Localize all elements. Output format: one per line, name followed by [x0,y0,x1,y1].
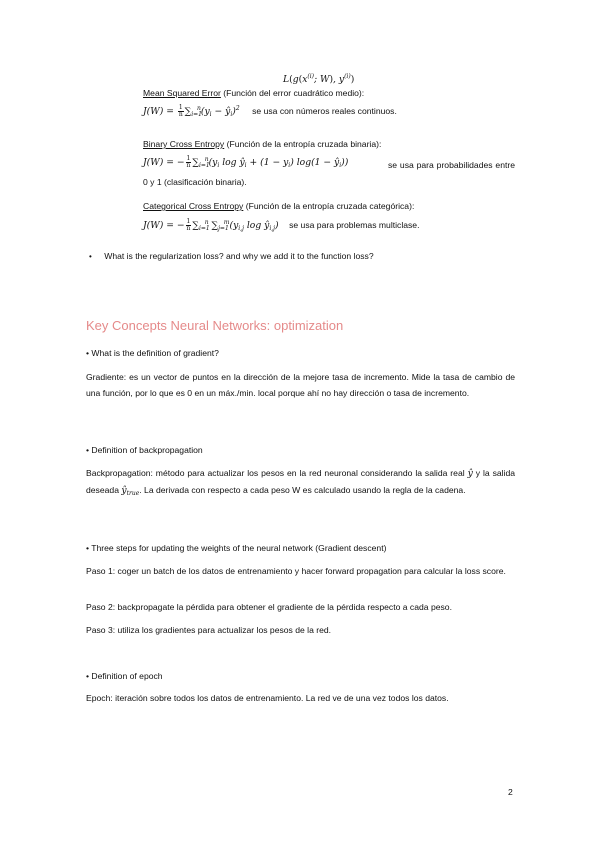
backprop-answer [86,465,515,502]
mse-formula: J(W) = $\frac{1}{n}$ $\sum_{i=1}^n(y_i$ − $ŷ_i)^2$ [143,104,240,118]
backprop-part3: . La derivada con respecto a cada peso W es calculado usando la regla de la cadena. [139,485,466,495]
cce-desc: (Función de la entropía cruzada categórica): [245,201,415,211]
mse-note: se usa con números reales continuos. [252,106,397,116]
section-heading: Key Concepts Neural Networks: optimization [86,318,344,333]
cce-heading [143,201,414,212]
y-hat-symbol: ŷ [467,468,473,479]
gradient-answer: Gradiente: es un vector de puntos en la dirección de la mejore tasa de incremento. Mide la tasa de cambio de una función, por lo que es 0 en un máx./min. local porque ahí no hay dirección o tasa de incremento. [86,372,515,398]
mse-title: Mean Squared Error [143,88,221,98]
bullet-icon: • [89,252,92,261]
bce-formula: J(W) = − $\frac{1}{n}$ $\sum_{i=1}^n(y_i$ $\log ŷ_i + (1 - y_i) \log(1$ − $ŷ_i$)) [143,155,349,169]
mse-line [143,101,397,119]
top-formula: $L(g(x^{(i)}$; W), $y^{(i)}$) [283,73,355,85]
cce-line [143,215,419,233]
cce-formula: J(W) = − $\frac{1}{n}$ $\sum_{i=1}^n$ $\sum_{j=1}^m(y_{i,j}$ $\log ŷ_{i,j}$) [143,218,279,232]
mse-heading [143,88,364,99]
steps-question: • Three steps for updating the weights of the neural network (Gradient descent) [86,543,387,553]
bce-heading [143,139,381,150]
cce-title: Categorical Cross Entropy [143,201,244,211]
regularization-question [89,251,374,262]
page-number: 2 [508,787,513,797]
backprop-question: • Definition of backpropagation [86,445,203,455]
bce-note: se usa para probabilidades entre 0 y 1 (clasificación binaria). [143,160,515,187]
bce-desc: (Función de la entropía cruzada binaria): [226,139,382,149]
epoch-question: • Definition of epoch [86,671,163,681]
mse-desc: (Función del error cuadrático medio): [223,88,365,98]
gradient-question: • What is the definition of gradient? [86,348,219,358]
step-2: Paso 2: backpropagate la pérdida para obtener el gradiente de la pérdida respecto a cada peso. [86,602,452,612]
epoch-answer: Epoch: iteración sobre todos los datos de entrenamiento. La red ve de una vez todos los datos. [86,693,449,703]
cce-note: se usa para problemas multiclase. [289,220,420,230]
backprop-part2: y la salida deseada [86,468,516,495]
step-1: Paso 1: coger un batch de los datos de entrenamiento y hacer forward propagation para calcular la loss score. [86,566,506,576]
y-true-symbol: $ŷ_{true}$ [121,485,140,497]
regularization-question-text: What is the regularization loss? and why we add it to the function loss? [104,251,374,261]
step-3: Paso 3: utiliza los gradientes para actualizar los pesos de la red. [86,625,332,635]
backprop-part1: Backpropagation: método para actualizar los pesos en la red neuronal considerando la salida real [86,468,465,478]
bce-title: Binary Cross Entropy [143,139,225,149]
